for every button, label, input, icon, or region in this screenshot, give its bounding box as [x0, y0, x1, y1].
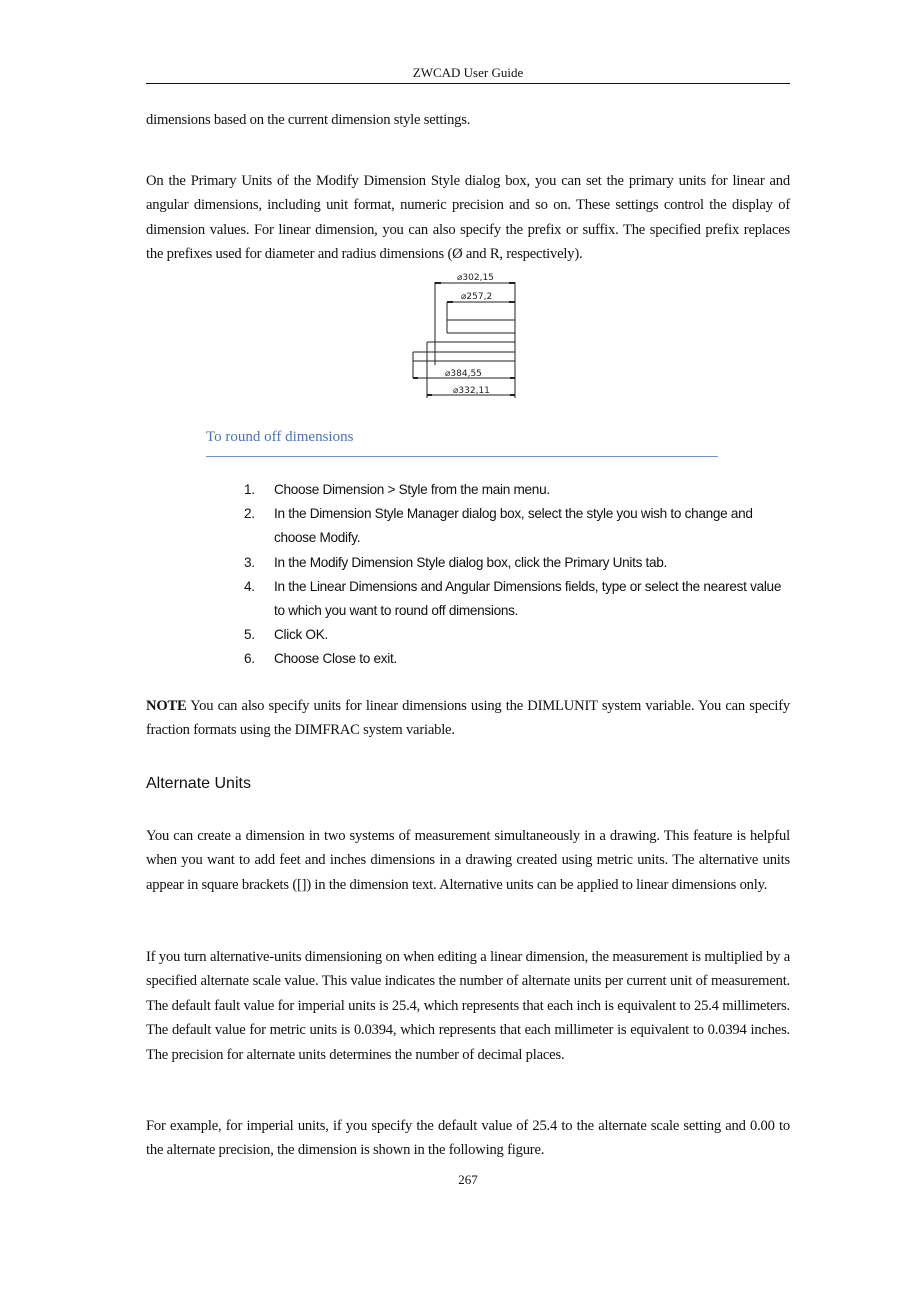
step-text: Choose Close to exit. [274, 651, 397, 667]
step-number: 6. [244, 651, 255, 667]
step-text: Choose Dimension > Style from the main menu. [274, 482, 550, 497]
intro-tail-paragraph: dimensions based on the current dimension style settings. [146, 112, 471, 128]
step-text: In the Dimension Style Manager dialog box, select the style you wish to change and choose Modify. [274, 506, 753, 546]
step-number: 5. [244, 627, 255, 643]
alternate-units-paragraph-2: If you turn alternative-units dimensioning on when editing a linear dimension, the measurement is multiplied by a specified alternate scale value. This value indicates the number of alternate units per current unit of measurement. The default fault value for imperial units is 25.4, which represents that each inch is equivalent to 25.4 millimeters. The default value for metric units is 0.0394, which represents that each millimeter is equivalent to 0.0394 inches. The precision for alternate units determines the number of decimal places. [146, 949, 790, 1063]
document-title: ZWCAD User Guide [412, 65, 524, 80]
step-number: 1. [244, 482, 255, 497]
step-number: 4. [244, 578, 255, 594]
procedure-heading: To round off dimensions [206, 426, 718, 457]
alternate-units-paragraph-3: For example, for imperial units, if you specify the default value of 25.4 to the alternate scale setting and 0.00 to the alternate precision, the dimension is shown in the following figure. [146, 1118, 790, 1159]
step-number: 3. [244, 554, 255, 570]
dim-257: ⌀257,2 [461, 292, 493, 302]
step-item [244, 551, 792, 575]
dim-302: ⌀302,15 [457, 273, 494, 283]
step-item [244, 575, 792, 623]
dimension-figure [405, 270, 525, 402]
note-label: NOTE [146, 698, 187, 714]
step-item [244, 647, 792, 671]
note-text: You can also specify units for linear dimensions using the DIMLUNIT system variable. You can specify fraction formats using the DIMFRAC system variable. [146, 698, 790, 739]
step-item [244, 623, 792, 647]
step-number: 2. [244, 506, 255, 522]
section-heading-alternate-units: Alternate Units [146, 775, 251, 792]
page-number: 267 [458, 1172, 478, 1187]
primary-units-paragraph: On the Primary Units of the Modify Dimension Style dialog box, you can set the primary units for linear and angular dimensions, including unit format, numeric precision and so on. These settings control the display of dimension values. For linear dimension, you can also specify the prefix or suffix. The specified prefix replaces the prefixes used for diameter and radius dimensions (Ø and R, respectively). [146, 173, 790, 263]
alternate-units-paragraph-1: You can create a dimension in two systems of measurement simultaneously in a drawing. This feature is helpful when you want to add feet and inches dimensions in a drawing created using metric units. The alternative units appear in square brackets ([]) in the dimension text. Alternative units can be applied to linear dimensions only. [146, 828, 790, 893]
step-item [244, 478, 792, 502]
page-header [146, 64, 790, 84]
dim-384: ⌀384,55 [445, 369, 482, 379]
step-text: Click OK. [274, 627, 328, 643]
step-item [244, 502, 792, 550]
note-paragraph [146, 694, 790, 743]
step-text: In the Modify Dimension Style dialog box, click the Primary Units tab. [274, 554, 668, 570]
diameter-dimension-drawing [405, 270, 525, 402]
procedure-steps [244, 478, 792, 672]
step-text: In the Linear Dimensions and Angular Dimensions fields, type or select the nearest value to which you want to round off dimensions. [274, 578, 782, 619]
dim-332: ⌀332,11 [453, 386, 490, 396]
